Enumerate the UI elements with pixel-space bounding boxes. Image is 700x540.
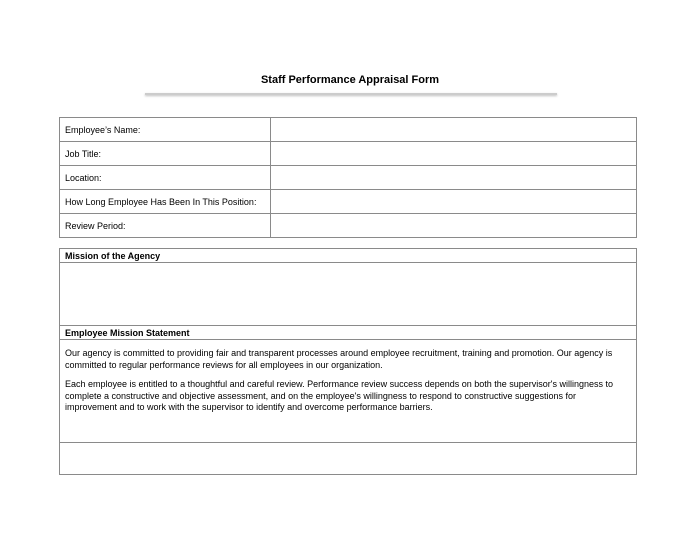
table-row — [60, 214, 637, 238]
table-row — [60, 142, 637, 166]
field-label: How Long Employee Has Been In This Position: — [60, 190, 271, 214]
mission-heading: Mission of the Agency — [60, 249, 637, 263]
employee-info-table — [59, 117, 637, 238]
statement-paragraph: Our agency is committed to providing fair and transparent processes around employee recruitment, training and promotion. Our agency is committed to regular performance reviews for all employees in our organization. — [65, 348, 613, 370]
review-period-field[interactable] — [271, 214, 637, 238]
table-row — [60, 118, 637, 142]
title-divider — [145, 93, 557, 95]
page-title: Staff Performance Appraisal Form — [260, 74, 440, 86]
table-row — [60, 166, 637, 190]
tenure-field[interactable] — [271, 190, 637, 214]
field-label: Employee’s Name: — [60, 118, 271, 142]
employee-name-field[interactable] — [271, 118, 637, 142]
location-field[interactable] — [271, 166, 637, 190]
field-label: Location: — [60, 166, 271, 190]
statement-heading: Employee Mission Statement — [60, 326, 637, 340]
empty-field[interactable] — [60, 443, 637, 475]
job-title-field[interactable] — [271, 142, 637, 166]
field-label: Review Period: — [60, 214, 271, 238]
table-row — [60, 190, 637, 214]
mission-table — [59, 248, 637, 475]
mission-field[interactable] — [60, 263, 637, 326]
statement-content — [60, 340, 637, 443]
statement-paragraph: Each employee is entitled to a thoughtful and careful review. Performance review success depends on both the supervisor's willingness to complete a constructive and objective assessment, and on the employee's willingness to respond to constructive suggestions for improvement and to work with the supervisor to identify and overcome performance barriers. — [65, 379, 614, 412]
field-label: Job Title: — [60, 142, 271, 166]
